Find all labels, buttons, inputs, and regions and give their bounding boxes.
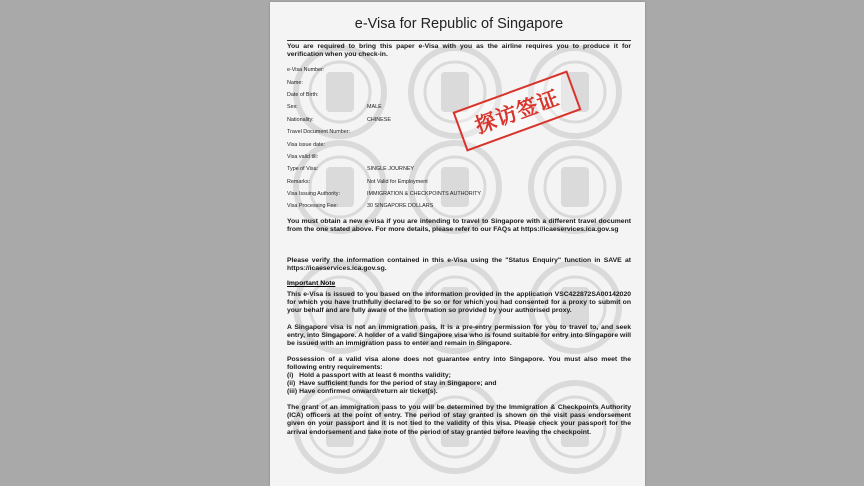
visa-document-page bbox=[270, 2, 645, 486]
important-paragraph-4: The grant of an immigration pass to you will be determined by the Immigration & Checkpoints Authority (ICA) officers at the point of entry. The period of stay granted is shown on the visit pass endorsement given on your passport and it is not tied to the validity of this visa. Please check your passport for the arrival endorsement and take note of the period of stay granted before leaving the checkpoint. bbox=[287, 404, 631, 436]
new-visa-note: You must obtain a new e-visa if you are intending to travel to Singapore with a different travel document from the one stated above. For more details, please refer to our FAQs at https://icaeservices.ica.gov.sg bbox=[287, 217, 631, 233]
field-label: Visa Issuing Authority: bbox=[287, 191, 340, 198]
field-label: Travel Document Number: bbox=[287, 129, 351, 136]
field-value: IMMIGRATION & CHECKPOINTS AUTHORITY bbox=[367, 191, 482, 198]
visa-fields bbox=[287, 67, 631, 216]
requirement-item: (iii) Have confirmed onward/return air ticket(s). bbox=[287, 388, 438, 396]
field-label: Remarks: bbox=[287, 178, 311, 185]
field-row bbox=[287, 92, 631, 104]
field-row bbox=[287, 142, 631, 154]
field-label: Sex: bbox=[287, 104, 298, 111]
field-row bbox=[287, 179, 631, 191]
field-label: Name: bbox=[287, 79, 303, 86]
field-row bbox=[287, 67, 631, 79]
field-label: e-Visa Number: bbox=[287, 67, 325, 74]
important-paragraph-3: Possession of a valid visa alone does not guarantee entry into Singapore. You must also meet the following entry requirements: bbox=[287, 355, 631, 371]
field-value: SINGLE JOURNEY bbox=[367, 166, 415, 173]
important-paragraph-2: A Singapore visa is not an immigration pass. It is a pre-entry permission for you to travel to, and seek entry, into Singapore. A holder of a valid Singapore visa who is found suitable for entry into Singapore will be issued with an immigration pass to enter and remain in Singapore. bbox=[287, 323, 631, 347]
field-value: CHINESE bbox=[367, 116, 391, 123]
document-title: e-Visa for Republic of Singapore bbox=[354, 16, 564, 32]
field-row bbox=[287, 166, 631, 178]
document-body bbox=[287, 16, 631, 437]
title-divider bbox=[287, 40, 631, 41]
important-paragraph-1: This e-Visa is issued to you based on the information provided in the application VSC422872SA00142020 for which you have truthfully declared to be so or for which you had consented for a proxy to submit on your behalf and are fully aware of the information so provided by your authorised proxy. bbox=[287, 291, 631, 315]
verify-note: Please verify the information contained in this e-Visa using the "Status Enquiry" function in SAVE at https://icaeservices.ica.gov.sg. bbox=[287, 257, 631, 273]
field-label: Visa issue date: bbox=[287, 141, 325, 148]
stamp-text: 探访签证 bbox=[472, 86, 563, 139]
field-row bbox=[287, 154, 631, 166]
field-label: Nationality: bbox=[287, 116, 314, 123]
field-label: Visa Processing Fee: bbox=[287, 203, 338, 210]
field-label: Date of Birth: bbox=[287, 91, 319, 98]
requirement-item: (i) Hold a passport with at least 6 months validity; bbox=[287, 372, 451, 379]
field-row bbox=[287, 191, 631, 203]
field-row bbox=[287, 203, 631, 215]
important-note-heading: Important Note bbox=[287, 280, 336, 288]
field-label: Visa valid till: bbox=[287, 153, 319, 160]
field-label: Type of Visa: bbox=[287, 166, 319, 173]
intro-text: You are required to bring this paper e-Visa with you as the airline requires you to produce it for verification when you check-in. bbox=[287, 43, 631, 59]
field-value: Not Valid for Employment bbox=[367, 178, 428, 185]
field-value: 30 SINGAPORE DOLLARS bbox=[367, 203, 434, 210]
field-value: MALE bbox=[367, 104, 382, 111]
field-row bbox=[287, 80, 631, 92]
requirement-item: (ii) Have sufficient funds for the period of stay in Singapore; and bbox=[287, 380, 497, 388]
